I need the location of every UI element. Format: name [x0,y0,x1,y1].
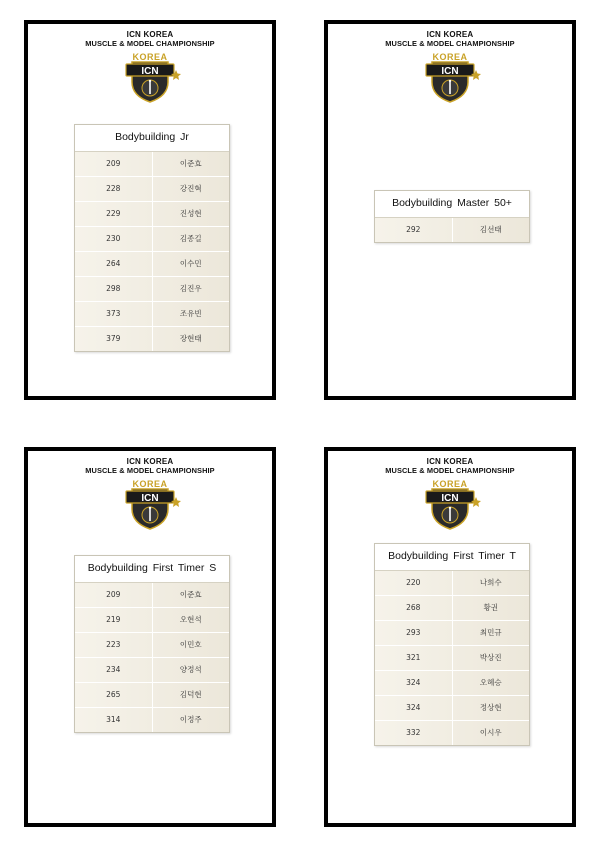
table-row [75,608,229,633]
table-row [75,683,229,708]
svg-text:KOREA: KOREA [432,479,468,489]
division-title: Bodybuilding Master 50+ [375,191,529,218]
svg-text:KOREA: KOREA [432,52,468,62]
table-row [375,596,529,621]
athlete-number: 234 [75,658,153,682]
athlete-number: 298 [75,277,153,301]
athlete-number: 228 [75,177,153,201]
athlete-number: 229 [75,202,153,226]
header-line2: MUSCLE & MODEL CHAMPIONSHIP [85,466,215,475]
results-table [74,555,230,733]
athlete-number: 293 [375,621,453,645]
header-line2: MUSCLE & MODEL CHAMPIONSHIP [85,39,215,48]
table-row [75,302,229,327]
svg-text:ICN: ICN [441,66,459,77]
athlete-number: 264 [75,252,153,276]
header-line1: ICN KOREA [126,30,174,39]
svg-text:ICN: ICN [441,493,459,504]
athlete-number: 321 [375,646,453,670]
table-row [75,252,229,277]
table-row [75,658,229,683]
athlete-name: 오혜승 [479,678,502,687]
svg-text:ICN: ICN [141,493,159,504]
table-row [375,671,529,696]
card-header [28,30,272,48]
icn-korea-logo [118,48,182,104]
card-bodybuilding-first-timer-s [24,447,276,827]
athlete-number: 209 [75,152,153,176]
header-line1: ICN KOREA [126,457,174,466]
athlete-name: 황권 [483,603,498,612]
card-bodybuilding-first-timer-t [324,447,576,827]
card-header [328,30,572,48]
athlete-name: 오현석 [179,615,202,624]
athlete-name: 나희수 [479,578,502,587]
svg-text:KOREA: KOREA [132,52,168,62]
athlete-name: 이수민 [179,259,202,268]
card-header [328,457,572,475]
results-table [374,543,530,746]
table-row [75,227,229,252]
results-table [74,124,230,352]
athlete-name: 이민호 [179,640,202,649]
athlete-name: 이정주 [179,715,202,724]
table-row [75,327,229,351]
table-row [75,633,229,658]
header-line1: ICN KOREA [426,457,474,466]
svg-text:ICN: ICN [141,66,159,77]
athlete-name: 최민규 [479,628,502,637]
athlete-number: 219 [75,608,153,632]
table-row [75,177,229,202]
athlete-number: 373 [75,302,153,326]
athlete-name: 이준효 [179,159,202,168]
results-table [374,190,530,243]
athlete-number: 332 [375,721,453,745]
card-bodybuilding-master-50 [324,20,576,400]
table-row [375,218,529,242]
table-row [375,621,529,646]
athlete-number: 292 [375,218,453,242]
athlete-number: 265 [75,683,153,707]
icn-korea-logo [418,475,482,531]
table-row [75,202,229,227]
division-title: Bodybuilding Jr [75,125,229,152]
header-line2: MUSCLE & MODEL CHAMPIONSHIP [385,39,515,48]
athlete-name: 김덕현 [179,690,202,699]
table-row [375,721,529,745]
athlete-number: 209 [75,583,153,607]
athlete-name: 김진우 [179,284,202,293]
athlete-number: 324 [375,671,453,695]
athlete-number: 268 [375,596,453,620]
athlete-name: 김선태 [479,225,502,234]
athlete-name: 진성현 [179,209,202,218]
svg-text:KOREA: KOREA [132,479,168,489]
athlete-number: 379 [75,327,153,351]
athlete-number: 223 [75,633,153,657]
table-row [375,696,529,721]
athlete-name: 이준효 [179,590,202,599]
table-row [375,646,529,671]
table-row [75,708,229,732]
athlete-number: 230 [75,227,153,251]
card-header [28,457,272,475]
athlete-name: 김종길 [179,234,202,243]
athlete-name: 양정석 [179,665,202,674]
table-row [75,152,229,177]
table-row [75,277,229,302]
athlete-number: 324 [375,696,453,720]
header-line2: MUSCLE & MODEL CHAMPIONSHIP [385,466,515,475]
table-row [75,583,229,608]
icn-korea-logo [418,48,482,104]
athlete-number: 314 [75,708,153,732]
icn-korea-logo [118,475,182,531]
athlete-number: 220 [375,571,453,595]
card-bodybuilding-jr [24,20,276,400]
athlete-name: 이시우 [479,728,502,737]
athlete-name: 강진혁 [179,184,202,193]
division-title: Bodybuilding First Timer S [75,556,229,583]
athlete-name: 박상진 [479,653,502,662]
division-title: Bodybuilding First Timer T [375,544,529,571]
athlete-name: 장현태 [179,334,202,343]
athlete-name: 조유빈 [179,309,202,318]
table-row [375,571,529,596]
athlete-name: 정상현 [479,703,502,712]
header-line1: ICN KOREA [426,30,474,39]
